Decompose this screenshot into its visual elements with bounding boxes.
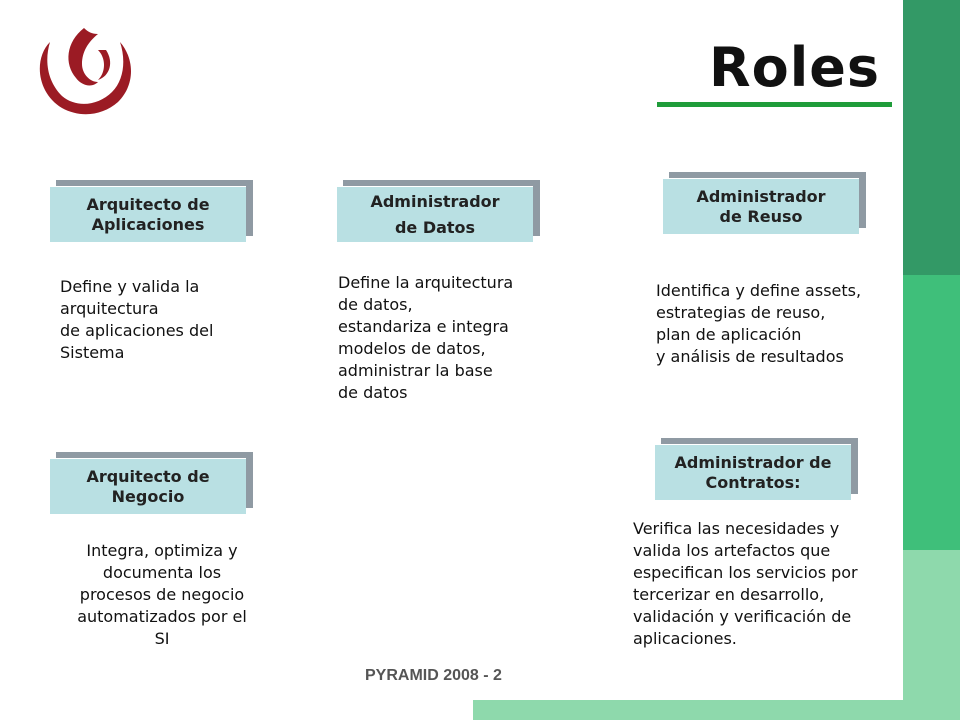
decorative-band-mid xyxy=(903,275,960,550)
decorative-band-light xyxy=(903,550,960,720)
role-description: Verifica las necesidades y valida los artefactos que especifican los servicios por tercerizar en desarrollo, validación y verificación de aplicaciones. xyxy=(633,519,858,648)
title-underline xyxy=(657,102,892,107)
role-description: Identifica y define assets, estrategias de reuso, plan de aplicación y análisis de resultados xyxy=(656,281,862,366)
role-description: Define la arquitectura de datos, estandariza e integra modelos de datos, administrar la base de datos xyxy=(338,273,514,402)
role-label: Administrador de Datos xyxy=(336,186,533,242)
role-label: Administrador de Reuso xyxy=(662,178,859,234)
role-box-arquitecto-aplicaciones xyxy=(49,180,253,242)
decorative-bottom-strip xyxy=(473,700,960,720)
role-box-arquitecto-negocio xyxy=(49,452,253,514)
page-title: Roles xyxy=(709,36,880,99)
role-box-administrador-contratos xyxy=(654,438,858,500)
role-label: Arquitecto de Aplicaciones xyxy=(49,186,246,242)
role-description: Define y valida la arquitectura de aplicaciones del Sistema xyxy=(60,277,214,362)
role-description: Integra, optimiza y documenta los procesos de negocio automatizados por el SI xyxy=(77,541,247,648)
role-box-administrador-datos xyxy=(336,180,540,242)
footer-text: PYRAMID 2008 - 2 xyxy=(365,667,502,684)
role-label: Administrador de Contratos: xyxy=(654,444,851,500)
role-label: Arquitecto de Negocio xyxy=(49,458,246,514)
university-flame-logo-icon xyxy=(28,20,146,120)
role-box-administrador-reuso xyxy=(662,172,866,234)
decorative-band-dark xyxy=(903,0,960,275)
